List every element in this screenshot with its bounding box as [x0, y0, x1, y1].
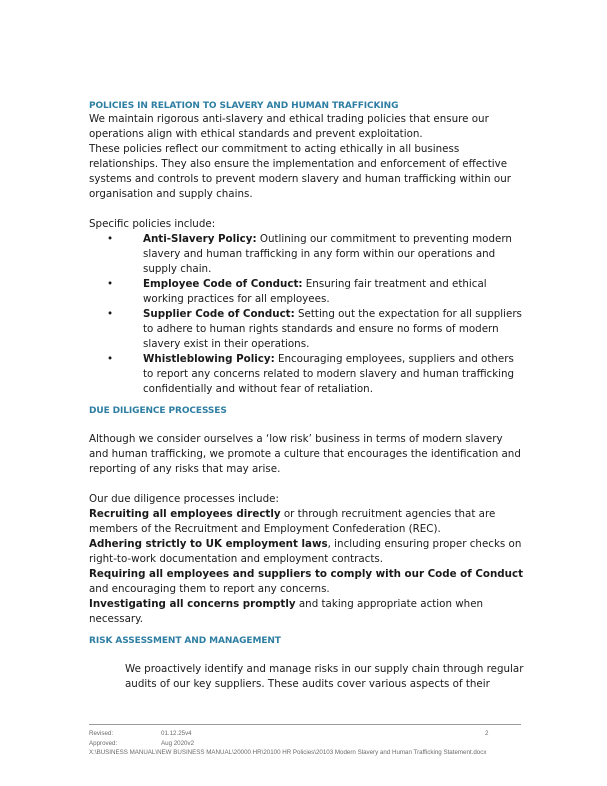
item-title: Anti-Slavery Policy: [143, 233, 257, 245]
item-title: Whistleblowing Policy: [143, 353, 275, 365]
heading-policies: POLICIES IN RELATION TO SLAVERY AND HUMAN TRAFFICKING [89, 101, 399, 111]
diligence-item [89, 597, 525, 627]
page-number: 2 [485, 730, 489, 737]
approved-label: Approved: [89, 739, 118, 747]
item-text: Outlining our commitment to preventing modern slavery and human trafficking in any form within our operations and supply chain. [143, 233, 512, 275]
revised-value: 01.12.25v4 [161, 730, 192, 737]
item-title: Adhering strictly to UK employment laws [89, 538, 328, 550]
approved-value: Aug 2020v2 [161, 739, 195, 747]
item-title: Recruiting all employees directly [89, 508, 281, 520]
heading-due-diligence: DUE DILIGENCE PROCESSES [89, 406, 227, 416]
item-text: and encouraging them to report any concerns. [89, 583, 330, 595]
diligence-item [89, 507, 525, 537]
file-path: X:\BUSINESS MANUAL\NEW BUSINESS MANUAL\20000 HR\20100 HR Policies\20103 Modern Slavery and Human Trafficking Statement.docx [89, 749, 487, 756]
diligence-item [89, 567, 525, 597]
item-title: Requiring all employees and suppliers to comply with our Code of Conduct [89, 568, 524, 580]
revised-label: Revised: [89, 730, 114, 737]
list-item [89, 232, 525, 277]
bullet-icon: • [107, 308, 114, 320]
item-text: Ensuring fair treatment and ethical working practices for all employees. [143, 278, 487, 305]
item-title: Employee Code of Conduct: [143, 278, 303, 290]
item-text: , including ensuring proper checks on right-to-work documentation and employment contracts. [89, 538, 522, 565]
item-text: and taking appropriate action when necessary. [89, 598, 484, 625]
list-item [89, 307, 525, 352]
list-item [89, 352, 525, 397]
item-text: Setting out the expectation for all suppliers to adhere to human rights standards and ensure no forms of modern slavery exist in their operations. [143, 308, 522, 350]
bullet-icon: • [107, 353, 114, 365]
diligence-item [89, 537, 525, 567]
item-title: Supplier Code of Conduct: [143, 308, 295, 320]
paragraph: We proactively identify and manage risks in our supply chain through regular audits of our key suppliers. These audits cover various aspects of their [125, 663, 524, 690]
item-text: Encouraging employees, suppliers and others to report any concerns related to modern slavery and human trafficking confidentially and without fear of retaliation. [143, 353, 515, 395]
policy-list [89, 232, 525, 397]
heading-risk-assessment: RISK ASSESSMENT AND MANAGEMENT [89, 636, 281, 646]
bullet-icon: • [107, 278, 114, 290]
item-title: Investigating all concerns promptly [89, 598, 296, 610]
list-intro: Specific policies include: [89, 218, 216, 230]
list-intro: Our due diligence processes include: [89, 493, 279, 505]
item-text: or through recruitment agencies that are members of the Recruitment and Employment Confederation (REC). [89, 508, 496, 535]
paragraph: These policies reflect our commitment to acting ethically in all business relationships. They also ensure the implementation and enforcement of effective systems and controls to prevent modern slavery and human trafficking within our organisation and supply chains. [89, 143, 511, 200]
page-content [89, 100, 525, 692]
page-footer [89, 724, 521, 758]
paragraph: We maintain rigorous anti-slavery and ethical trading policies that ensure our operations align with ethical standards and prevent exploitation. [89, 113, 489, 140]
paragraph: Although we consider ourselves a ‘low risk’ business in terms of modern slavery and human trafficking, we promote a culture that encourages the identification and reporting of any risks that may arise. [89, 433, 521, 475]
list-item [89, 277, 525, 307]
bullet-icon: • [107, 233, 114, 245]
